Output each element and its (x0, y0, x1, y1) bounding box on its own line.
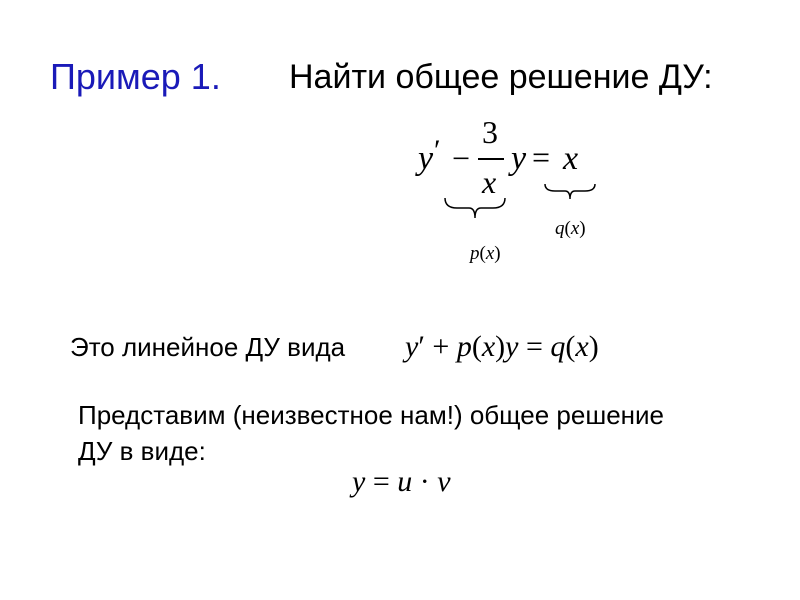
brace-p-label: p(x) (470, 243, 501, 264)
represent-line-2: ДУ в виде: (78, 436, 206, 466)
eq-equals: = (532, 139, 551, 175)
eq-fraction-bar (478, 158, 504, 160)
linear-formula: y′ + p(x)y = q(x) (405, 330, 599, 363)
eq-y: y (418, 140, 434, 177)
linear-text: Это линейное ДУ вида (70, 332, 346, 362)
brace-q-label: q(x) (555, 218, 586, 239)
underbrace-p (443, 196, 507, 224)
underbrace-q (543, 182, 599, 204)
represent-line-1: Представим (неизвестное нам!) общее решение (78, 400, 665, 430)
eq-frac-numerator: 3 (482, 114, 498, 150)
eq-frac-denominator: x (482, 164, 497, 200)
eq-y-second: y (511, 140, 527, 177)
slide-title: Пример 1. (50, 56, 221, 97)
eq-rhs-x: x (563, 140, 579, 177)
uv-formula: y = u · v (352, 465, 451, 498)
task-text: Найти общее решение ДУ: (289, 58, 713, 96)
eq-prime: ′ (434, 134, 441, 167)
eq-minus: − (452, 140, 471, 176)
